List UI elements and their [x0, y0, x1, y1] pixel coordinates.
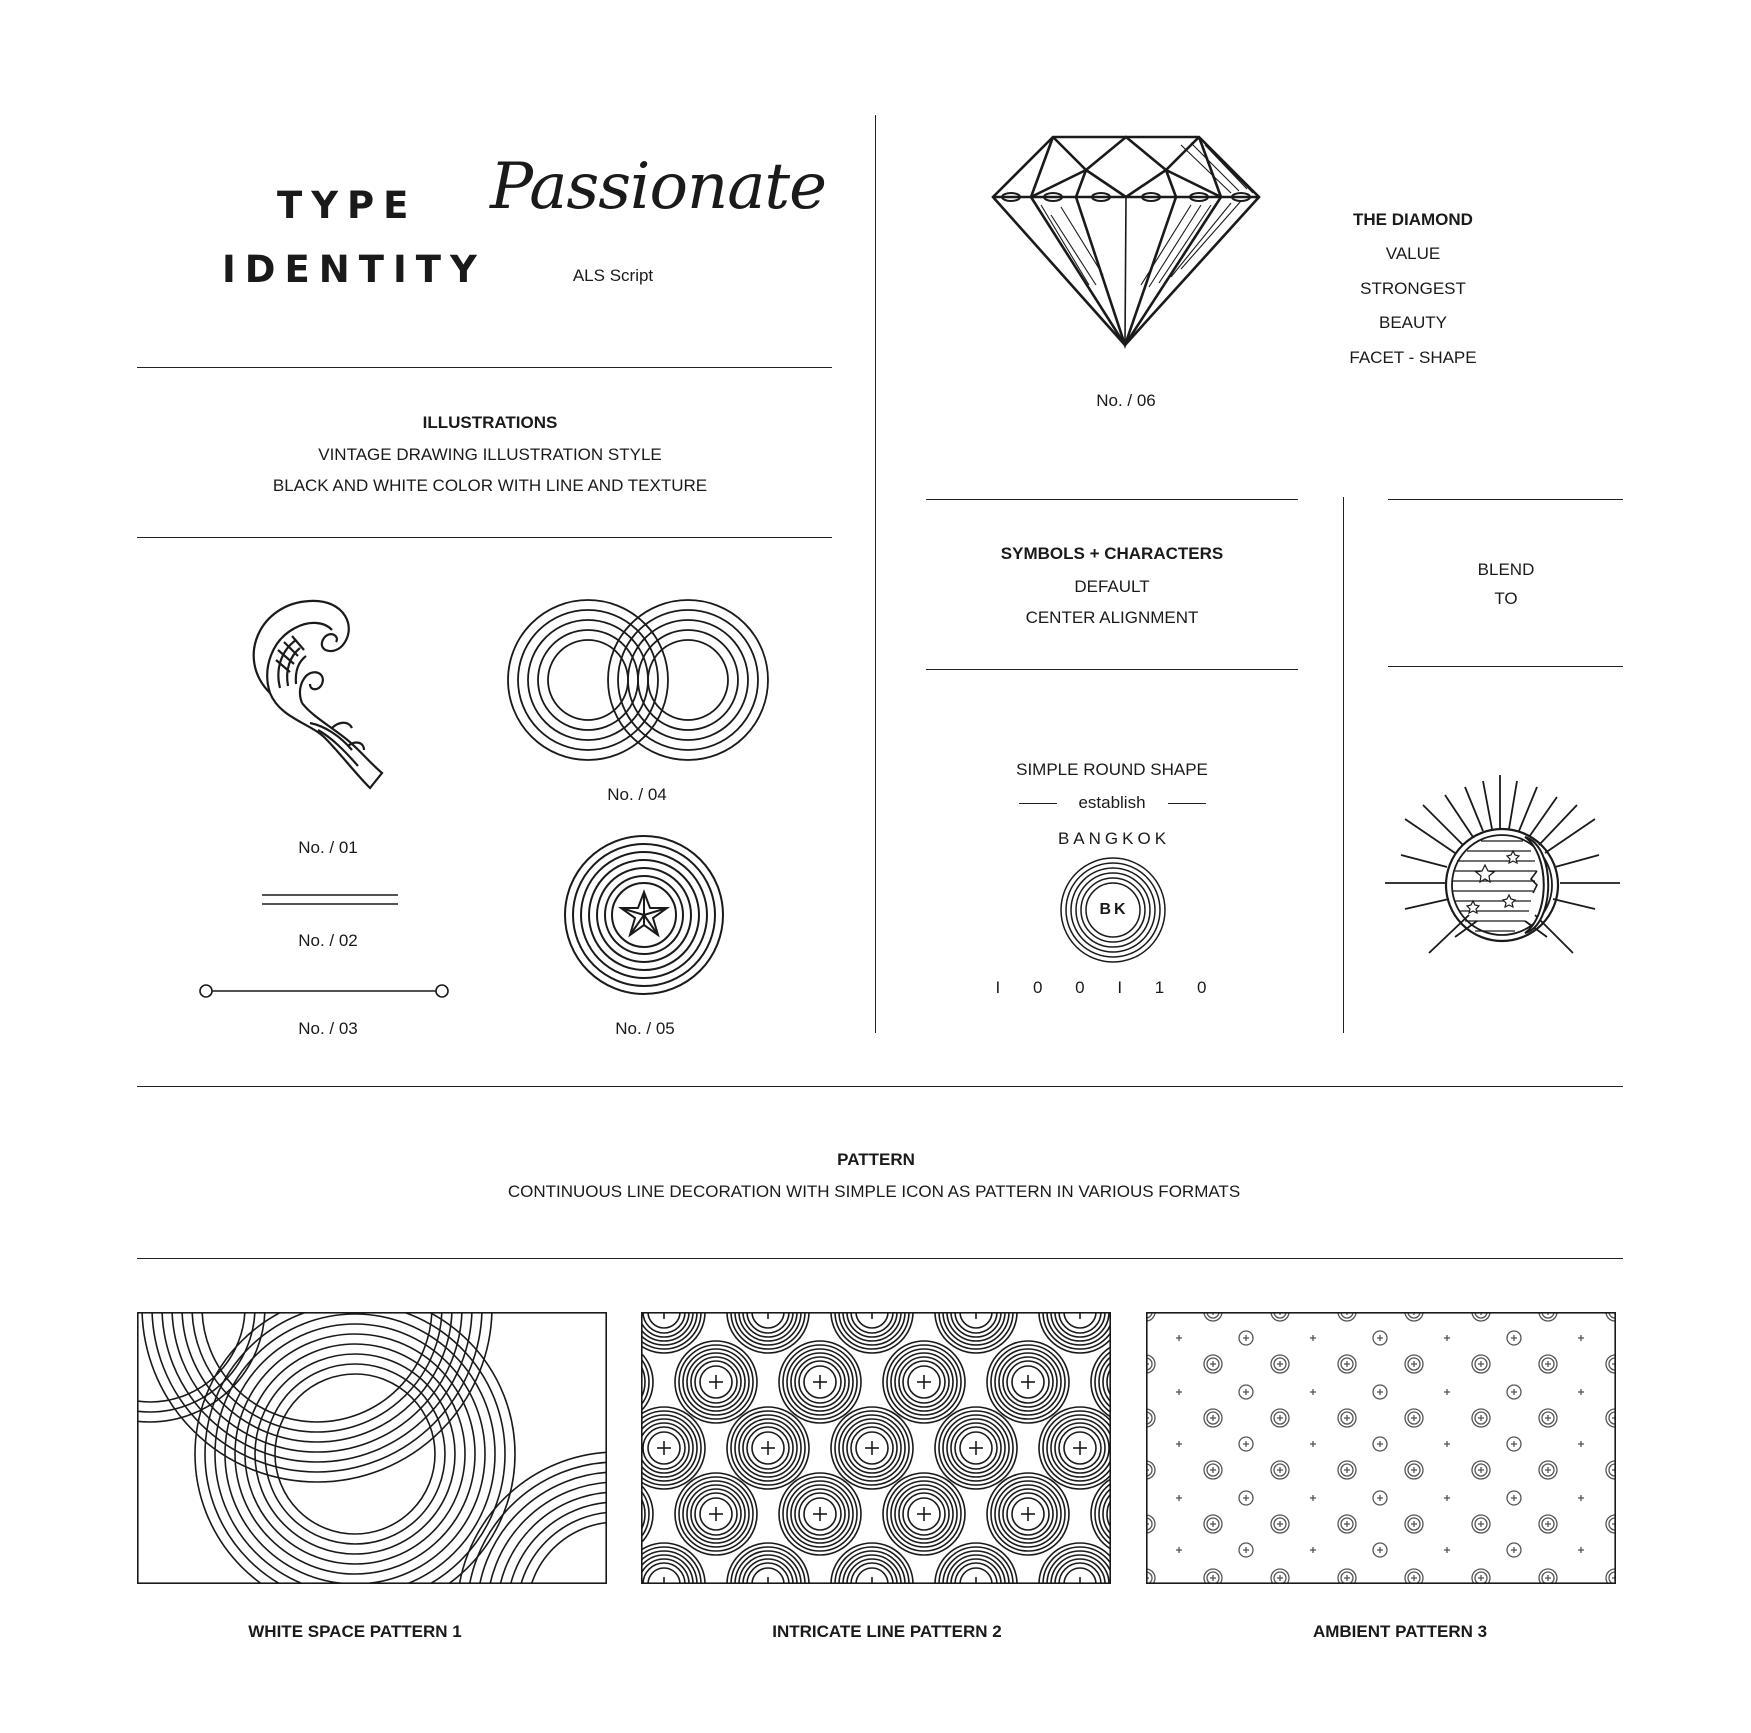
- type-title-line2: IDENTITY: [222, 248, 486, 291]
- badge-rule-right: [1168, 803, 1206, 804]
- divider-blend-bottom: [1388, 666, 1623, 667]
- wave-icon: [240, 598, 410, 798]
- symbols-line1: DEFAULT: [1074, 577, 1150, 596]
- pattern-description: CONTINUOUS LINE DECORATION WITH SIMPLE ICON AS PATTERN IN VARIOUS FORMATS: [507, 1182, 1241, 1201]
- diamond-label: No. / 06: [1096, 391, 1156, 410]
- diamond-icon: [991, 135, 1261, 355]
- divider-symbols-bottom: [926, 669, 1298, 670]
- blend-line2: TO: [1494, 589, 1518, 608]
- badge-monogram: BK: [1099, 901, 1129, 918]
- intricate-line-pattern: [641, 1312, 1111, 1584]
- divider-illustrations-bottom: [137, 537, 832, 538]
- divider-blend-top: [1388, 499, 1623, 500]
- diamond-item-value: VALUE: [1385, 244, 1441, 263]
- illustration-label-02: No. / 02: [298, 931, 358, 950]
- script-sample: Passionate: [490, 150, 826, 224]
- diamond-item-facet: FACET - SHAPE: [1349, 348, 1477, 367]
- ambient-pattern: [1146, 1312, 1616, 1584]
- font-name: ALS Script: [572, 266, 654, 285]
- divider-pattern-top: [137, 1086, 1623, 1087]
- badge-code: I 0 0 I 1 0: [995, 978, 1221, 997]
- illustration-label-05: No. / 05: [615, 1019, 675, 1038]
- pattern-label-1: WHITE SPACE PATTERN 1: [248, 1622, 462, 1641]
- badge-title: SIMPLE ROUND SHAPE: [1016, 760, 1208, 779]
- symbols-heading: SYMBOLS + CHARACTERS: [1000, 544, 1224, 563]
- divider-illustrations-top: [137, 367, 832, 368]
- type-title-line1: TYPE: [277, 184, 418, 227]
- illustrations-heading: ILLUSTRATIONS: [422, 413, 558, 432]
- illustration-label-03: No. / 03: [298, 1019, 358, 1038]
- star-medallion-icon: [563, 834, 725, 996]
- right-divider: [1343, 497, 1344, 1033]
- double-line-icon: [262, 893, 398, 907]
- pattern-heading: PATTERN: [837, 1150, 915, 1169]
- line-with-dots-icon: [199, 983, 449, 999]
- diamond-item-beauty: BEAUTY: [1378, 313, 1448, 332]
- divider-pattern-bottom: [137, 1258, 1623, 1259]
- badge-city: BANGKOK: [1057, 829, 1171, 848]
- center-divider: [875, 115, 876, 1033]
- illustration-label-04: No. / 04: [607, 785, 667, 804]
- interlocking-rings-icon: [506, 598, 770, 762]
- blend-line1: BLEND: [1477, 560, 1535, 579]
- badge-subtitle: establish: [1078, 793, 1146, 812]
- sun-moon-icon: [1385, 775, 1625, 955]
- illustration-label-01: No. / 01: [298, 838, 358, 857]
- illustrations-line2: BLACK AND WHITE COLOR WITH LINE AND TEXTURE: [272, 476, 708, 495]
- symbols-line2: CENTER ALIGNMENT: [1025, 608, 1199, 627]
- pattern-label-3: AMBIENT PATTERN 3: [1312, 1622, 1488, 1641]
- badge-rule-left: [1019, 803, 1057, 804]
- diamond-heading: THE DIAMOND: [1353, 210, 1473, 229]
- white-space-pattern: [137, 1312, 607, 1584]
- illustrations-line1: VINTAGE DRAWING ILLUSTRATION STYLE: [318, 445, 662, 464]
- divider-symbols-top: [926, 499, 1298, 500]
- diamond-item-strongest: STRONGEST: [1360, 279, 1466, 298]
- pattern-label-2: INTRICATE LINE PATTERN 2: [772, 1622, 1002, 1641]
